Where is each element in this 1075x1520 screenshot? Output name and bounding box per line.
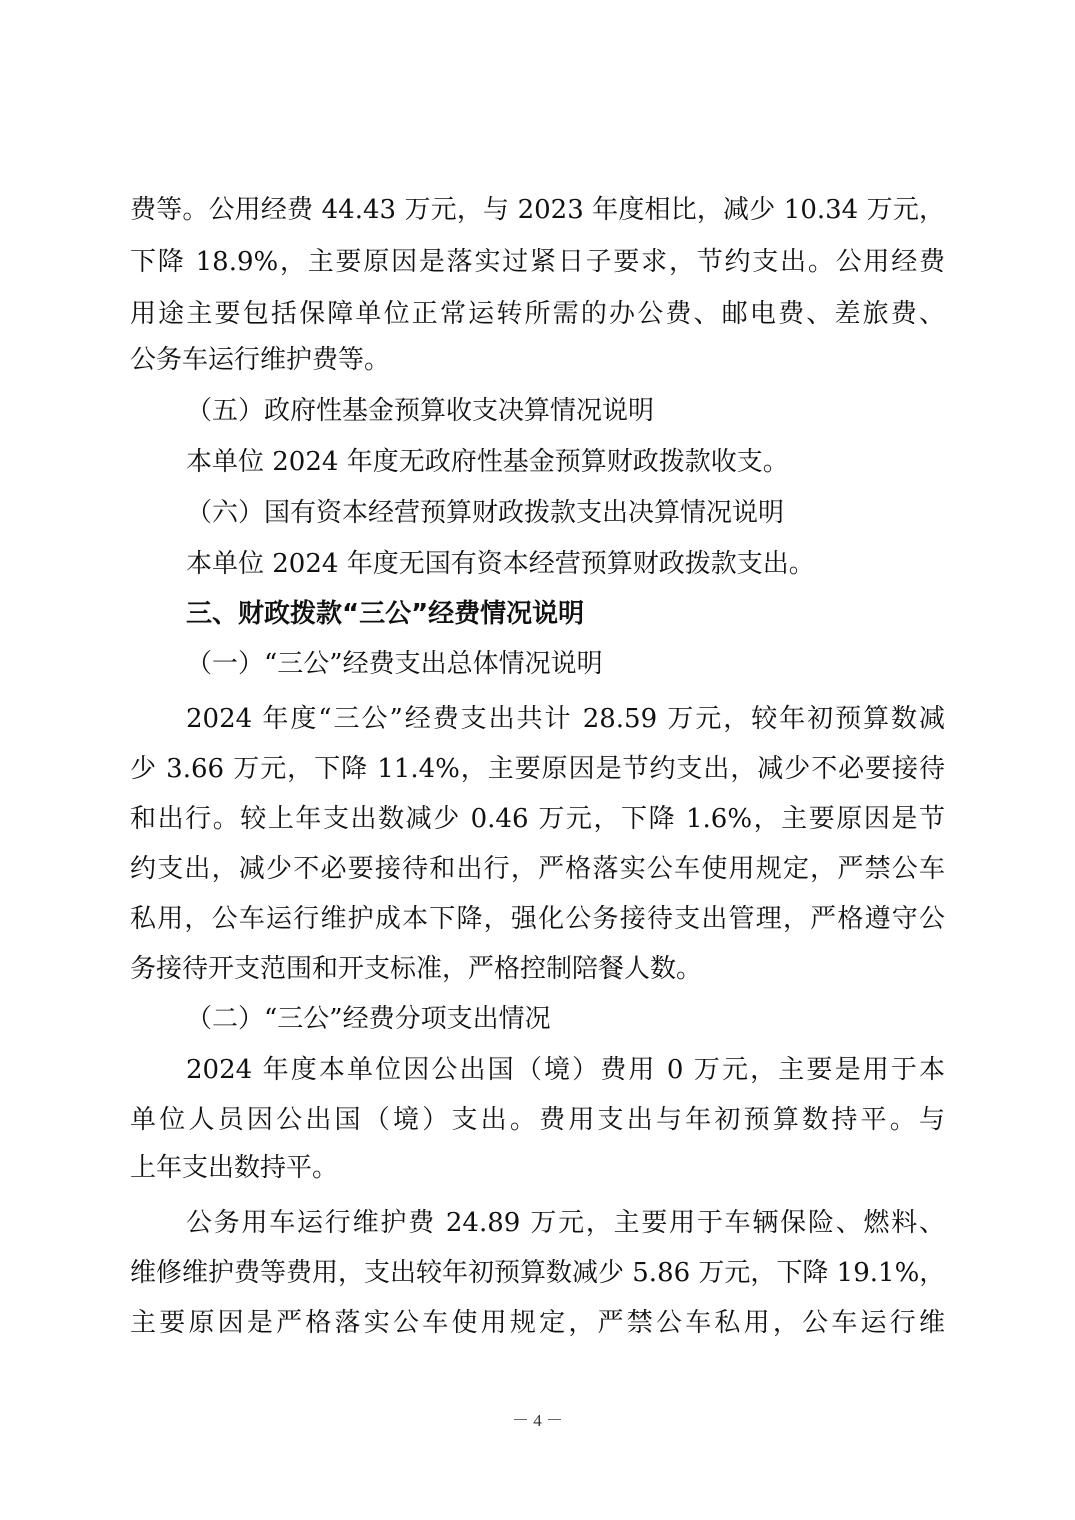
body-text-line: 下降 18.9%，主要原因是落实过紧日子要求，节约支出。公用经费 <box>130 247 945 277</box>
body-text-line: 本单位 2024 年度无国有资本经营预算财政拨款支出。 <box>186 549 815 579</box>
body-text-line: 务接待开支范围和开支标准，严格控制陪餐人数。 <box>130 954 703 984</box>
body-text-line: 私用，公车运行维护成本下降，强化公务接待支出管理，严格遵守公 <box>130 904 945 934</box>
body-text-line: 约支出，减少不必要接待和出行，严格落实公车使用规定，严禁公车 <box>130 854 945 884</box>
page-number: － 4 － <box>512 1411 563 1430</box>
body-text-line: 用途主要包括保障单位正常运转所需的办公费、邮电费、差旅费、 <box>130 299 945 329</box>
body-text-line: 费等。公用经费 44.43 万元，与 2023 年度相比，减少 10.34 万元， <box>130 195 945 225</box>
subsection-heading-2: （二）“三公”经费分项支出情况 <box>186 1004 551 1034</box>
body-text-line: 本单位 2024 年度无政府性基金预算财政拨款收支。 <box>186 447 789 477</box>
body-text-line: 单位人员因公出国（境）支出。费用支出与年初预算数持平。与 <box>130 1105 945 1135</box>
body-text-line: 2024 年度“三公”经费支出共计 28.59 万元，较年初预算数减 <box>186 704 945 734</box>
body-text-line: 公务车运行维护费等。 <box>130 345 391 375</box>
subsection-heading-6: （六）国有资本经营预算财政拨款支出决算情况说明 <box>186 498 785 528</box>
section-heading-3: 三、财政拨款“三公”经费情况说明 <box>186 599 585 629</box>
body-text-line: 2024 年度本单位因公出国（境）费用 0 万元，主要是用于本 <box>186 1055 945 1085</box>
subsection-heading-1: （一）“三公”经费支出总体情况说明 <box>186 649 603 679</box>
body-text-line: 维修维护费等费用，支出较年初预算数减少 5.86 万元，下降 19.1%， <box>130 1258 946 1288</box>
body-text-line: 上年支出数持平。 <box>130 1153 339 1183</box>
body-text-line: 少 3.66 万元，下降 11.4%，主要原因是节约支出，减少不必要接待 <box>130 754 945 784</box>
body-text-line: 主要原因是严格落实公车使用规定，严禁公车私用，公车运行维 <box>130 1308 945 1338</box>
body-text-line: 公务用车运行维护费 24.89 万元，主要用于车辆保险、燃料、 <box>186 1208 945 1238</box>
subsection-heading-5: （五）政府性基金预算收支决算情况说明 <box>186 396 655 426</box>
body-text-line: 和出行。较上年支出数减少 0.46 万元，下降 1.6%，主要原因是节 <box>130 804 945 834</box>
